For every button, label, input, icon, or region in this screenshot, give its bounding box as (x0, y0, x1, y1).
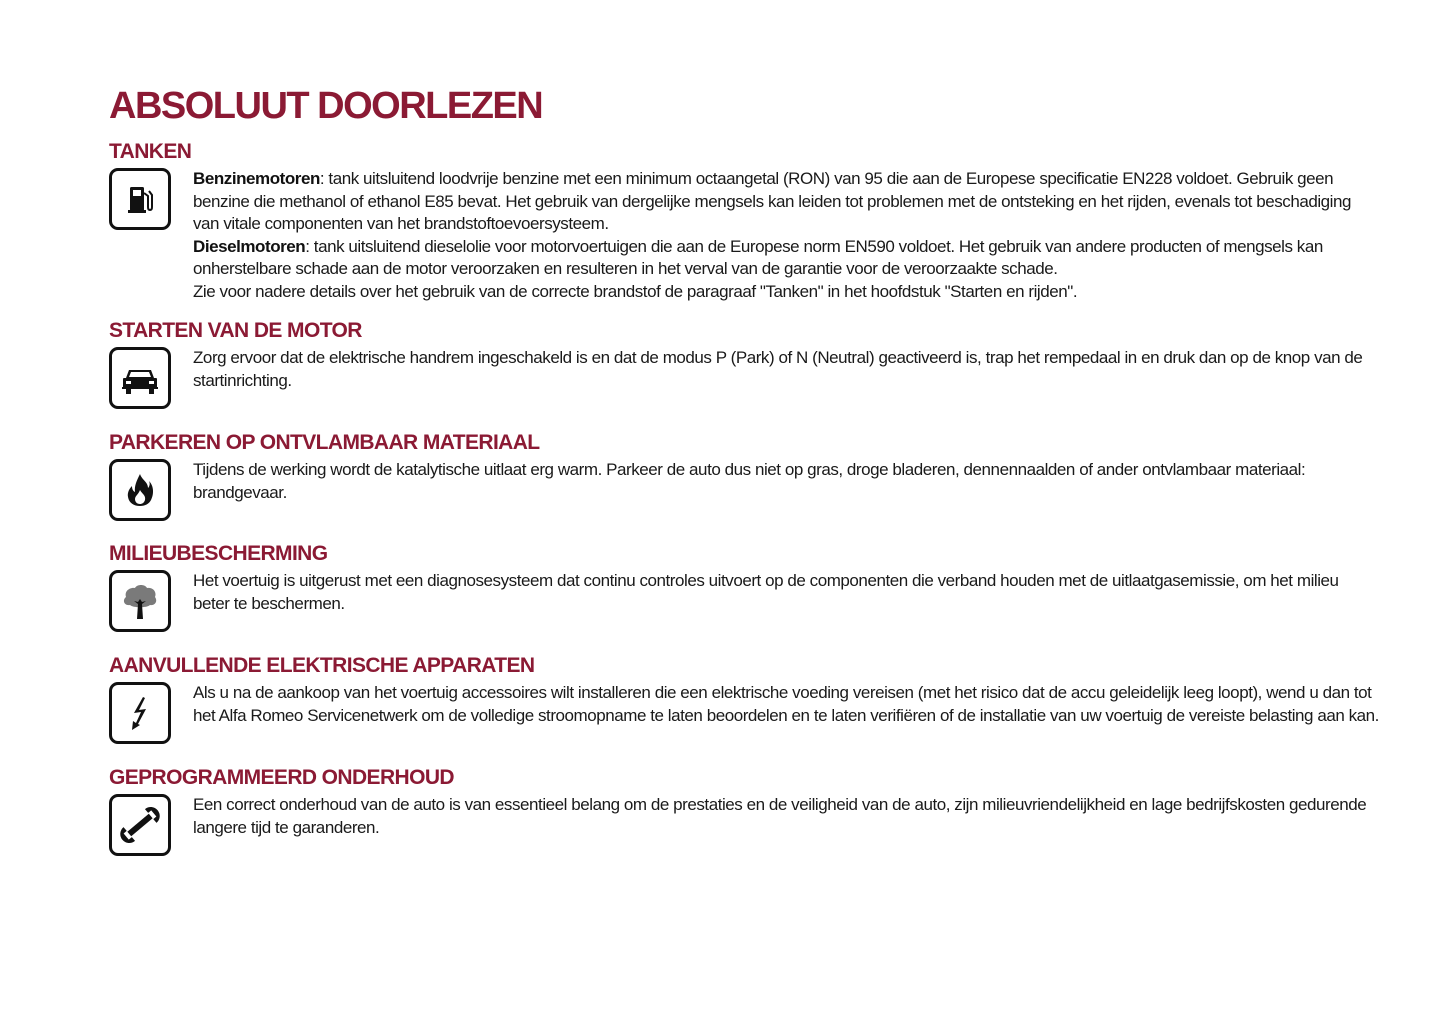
page-title: ABSOLUUT DOORLEZEN (109, 85, 543, 127)
tree-icon (109, 570, 171, 632)
paragraph-benzine: Benzinemotoren: tank uitsluitend loodvrije benzine met een minimum octaangetal (RON) van 95 die aan de Europese specificatie EN228 voldoet. Gebruik geen benzine die methanol of ethanol E85 bevat. Het gebruik van dergelijke mengsels kan leiden tot problemen met de ontsteking en het rijden, evenals tot beschadiging van vitale componenten van het brandstoftoevoersysteem. (193, 169, 1352, 233)
paragraph-details: Zie voor nadere details over het gebruik van de correcte brandstof de paragraaf "Tanken" in het hoofdstuk "Starten en rijden". (193, 281, 1078, 301)
car-front-icon (109, 347, 171, 409)
section-heading: GEPROGRAMMEERD ONDERHOUD (109, 766, 454, 789)
wrench-icon (109, 794, 171, 856)
paragraph: Het voertuig is uitgerust met een diagnosesysteem dat continu controles uitvoert op de componenten die verband houden met de uitlaatgasemissie, om het milieu beter te beschermen. (193, 571, 1339, 613)
paragraph: Tijdens de werking wordt de katalytische uitlaat erg warm. Parkeer de auto dus niet op gras, droge bladeren, dennennaalden of ander ontvlambaar materiaal: brandgevaar. (193, 460, 1306, 502)
flame-icon (109, 459, 171, 521)
section-heading: MILIEUBESCHERMING (109, 542, 328, 565)
section-heading: STARTEN VAN DE MOTOR (109, 319, 362, 342)
section-onderhoud (109, 766, 1379, 856)
fuel-pump-icon (109, 168, 171, 230)
section-heading: PARKEREN OP ONTVLAMBAAR MATERIAAL (109, 431, 540, 454)
lead-term: Benzinemotoren (193, 169, 320, 188)
section-elektrische-apparaten (109, 654, 1379, 744)
section-heading: AANVULLENDE ELEKTRISCHE APPARATEN (109, 654, 535, 677)
paragraph: Als u na de aankoop van het voertuig accessoires wilt installeren die een elektrische voeding vereisen (met het risico dat de accu geleidelijk leeg loopt), wend u dan tot het Alfa Romeo Servicenetwerk om de volledige stroomopname te laten beoordelen en te laten verifiëren of de installatie van uw voertuig de vereiste belasting aan kan. (193, 683, 1379, 725)
section-milieubescherming (109, 542, 1379, 632)
lightning-bolt-icon (109, 682, 171, 744)
paragraph: Een correct onderhoud van de auto is van essentieel belang om de prestaties en de veiligheid van de auto, zijn milieuvriendelijkheid en lage bedrijfskosten gedurende langere tijd te garanderen. (193, 795, 1367, 837)
section-parkeren (109, 431, 1379, 521)
paragraph: Zorg ervoor dat de elektrische handrem ingeschakeld is en dat de modus P (Park) of N (Neutral) geactiveerd is, trap het rempedaal in en druk dan op de knop van de startinrichting. (193, 348, 1363, 390)
section-tanken (109, 140, 1379, 303)
section-starten (109, 319, 1379, 409)
section-heading: TANKEN (109, 140, 192, 163)
paragraph-diesel: Dieselmotoren: tank uitsluitend dieselolie voor motorvoertuigen die aan de Europese norm EN590 voldoet. Het gebruik van andere producten of mengsels kan onherstelbare schade aan de motor veroorzaken en resulteren in het verval van de garantie voor de veroorzaakte schade. (193, 236, 1323, 278)
lead-term: Dieselmotoren (193, 236, 306, 256)
